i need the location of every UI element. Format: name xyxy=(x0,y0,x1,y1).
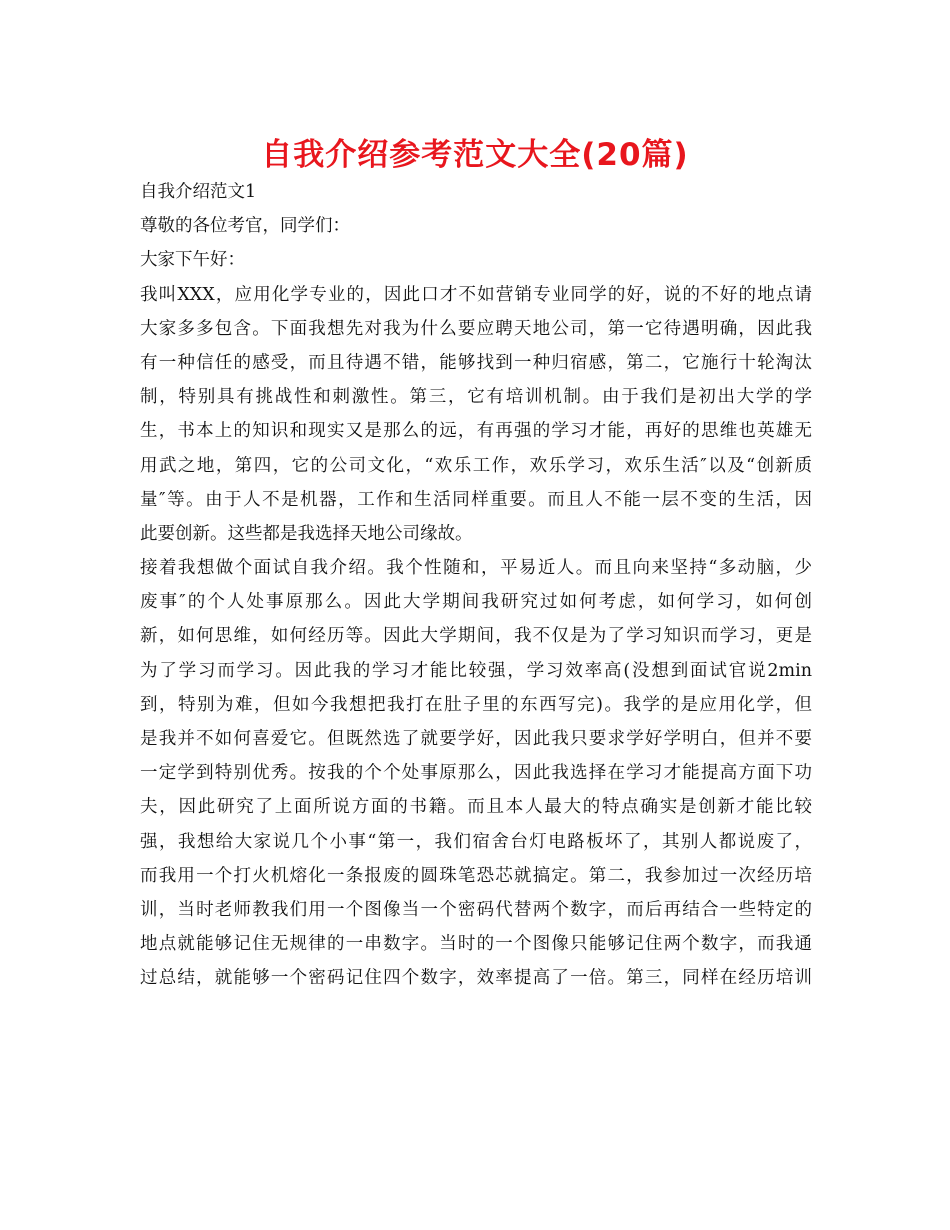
paragraph-line: 大家多多包含。下面我想先对我为什么要应聘天地公司，第一它待遇明确，因此我 xyxy=(140,318,812,339)
paragraph-line: 此要创新。这些都是我选择天地公司缘故。 xyxy=(140,523,473,544)
paragraph-line: 我叫XXX，应用化学专业的，因此口才不如营销专业同学的好，说的不好的地点请 xyxy=(140,284,812,305)
paragraph-line: 废事″的个人处事原那么。因此大学期间我研究过如何考虑，如何学习，如何创 xyxy=(140,592,812,613)
document-body xyxy=(140,175,812,996)
paragraph-line: 生，书本上的知识和现实又是那么的远，有再强的学习才能，再好的思维也英雄无 xyxy=(140,421,812,442)
document-title: 自我介绍参考范文大全(20篇) xyxy=(261,137,689,173)
paragraph-line: 强，我想给大家说几个小事“第一，我们宿舍台灯电路板坏了，其别人都说废了， xyxy=(140,831,812,852)
section-heading: 自我介绍范文1 xyxy=(140,182,257,202)
paragraph-line: 新，如何思维，如何经历等。因此大学期间，我不仅是为了学习知识而学习，更是 xyxy=(140,626,812,647)
paragraph-line: 接着我想做个面试自我介绍。我个性随和，平易近人。而且向来坚持“多动脑，少 xyxy=(140,558,812,579)
paragraph-line: 为了学习而学习。因此我的学习才能比较强，学习效率高(没想到面试官说2min xyxy=(140,660,812,681)
paragraph-line: 一定学到特别优秀。按我的个个处事原那么，因此我选择在学习才能提高方面下功 xyxy=(140,763,812,784)
paragraph-line: 夫，因此研究了上面所说方面的书籍。而且本人最大的特点确实是创新才能比较 xyxy=(140,797,812,818)
paragraph-line: 地点就能够记住无规律的一串数字。当时的一个图像只能够记住两个数字，而我通 xyxy=(140,934,812,955)
paragraph-line: 训，当时老师教我们用一个图像当一个密码代替两个数字，而后再结合一些特定的 xyxy=(140,899,812,920)
paragraph-line: 有一种信任的感受，而且待遇不错，能够找到一种归宿感，第二，它施行十轮淘汰 xyxy=(140,352,812,373)
paragraph-line: 制，特别具有挑战性和刺激性。第三，它有培训机制。由于我们是初出大学的学 xyxy=(140,387,812,408)
paragraph-line: 用武之地，第四，它的公司文化，“欢乐工作，欢乐学习，欢乐生活″以及“创新质 xyxy=(140,455,812,476)
paragraph-line: 是我并不如何喜爱它。但既然选了就要学好，因此我只要求学好学明白，但并不要 xyxy=(140,729,812,749)
paragraph-line: 到，特别为难，但如今我想把我打在肚子里的东西写完)。我学的是应用化学，但 xyxy=(140,694,812,715)
paragraph-line: 而我用一个打火机熔化一条报废的圆珠笔恐芯就搞定。第二，我参加过一次经历培 xyxy=(140,865,812,886)
paragraph-line: 过总结，就能够一个密码记住四个数字，效率提高了一倍。第三，同样在经历培训 xyxy=(140,968,812,989)
greeting-line: 大家下午好： xyxy=(140,250,245,271)
paragraph-line: 量″等。由于人不是机器，工作和生活同样重要。而且人不能一层不变的生活，因 xyxy=(140,489,812,510)
salutation-line: 尊敬的各位考官，同学们： xyxy=(140,216,350,237)
